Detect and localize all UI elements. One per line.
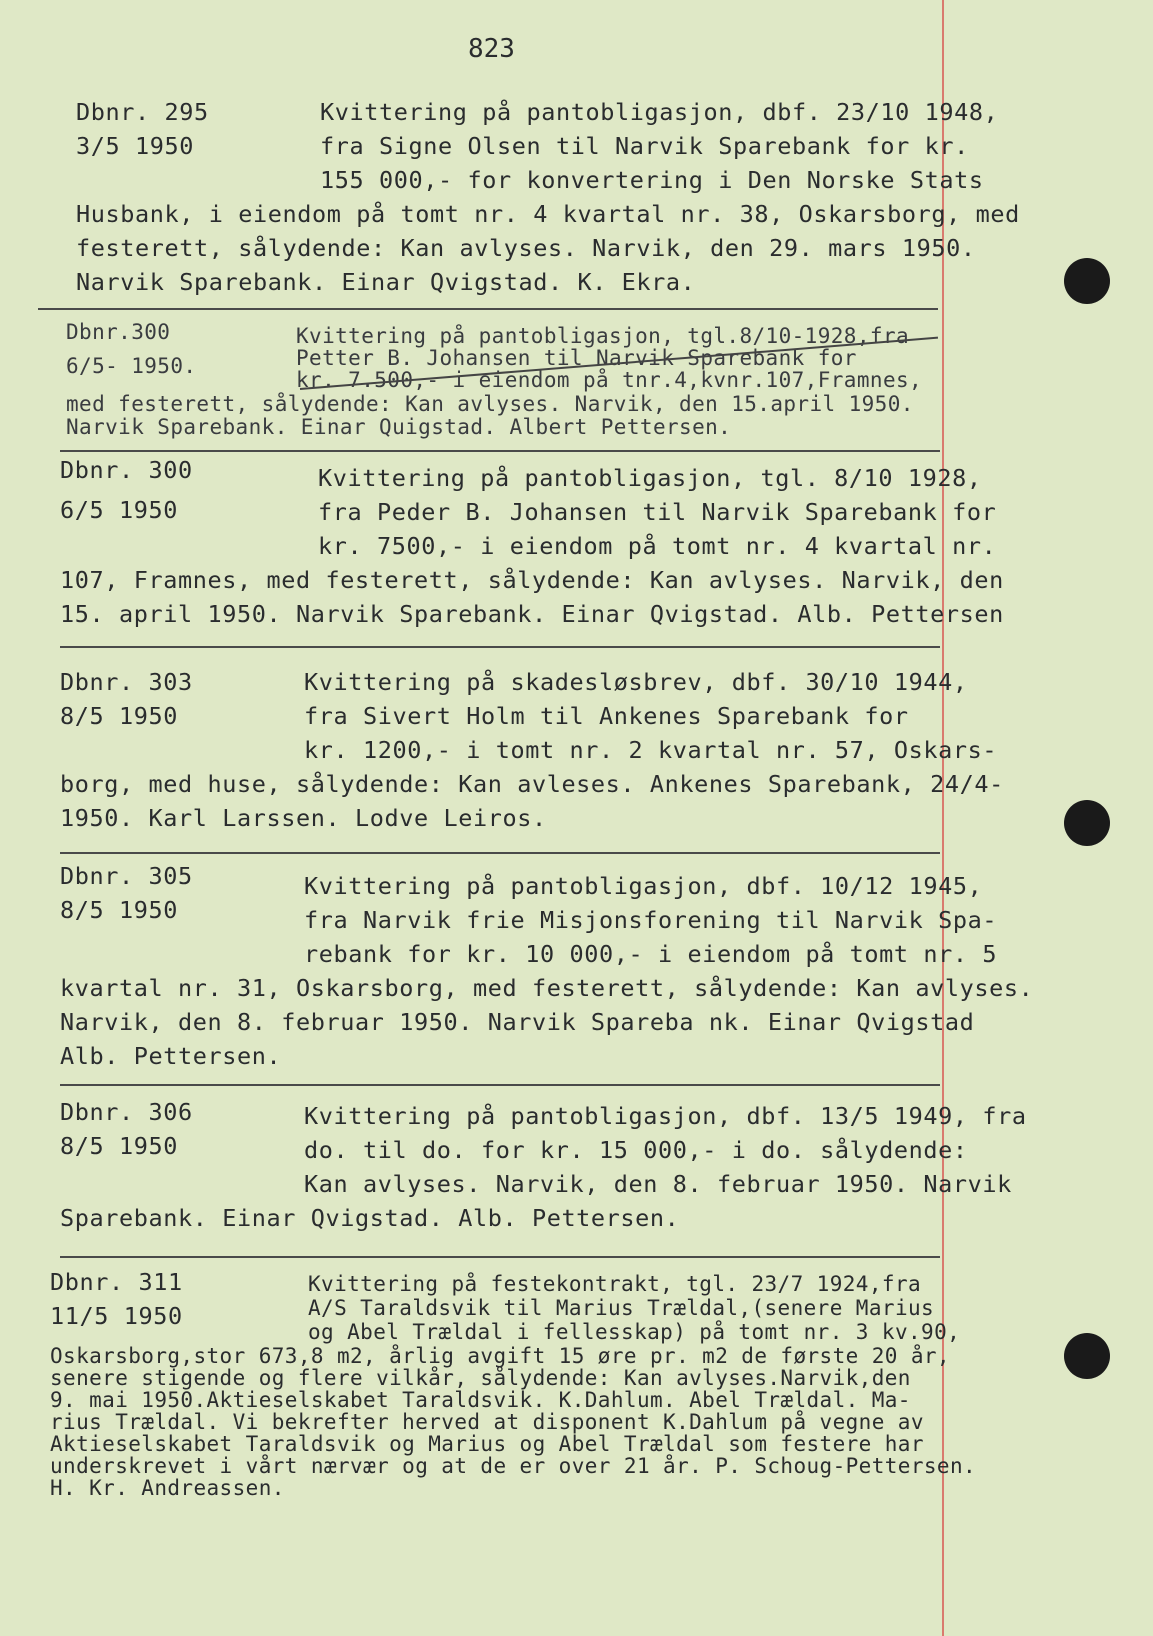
entry-date: 6/5 1950 bbox=[60, 496, 178, 524]
entry-line: fra Peder B. Johansen til Narvik Sparebank for bbox=[318, 498, 997, 526]
entry-line: borg, med huse, sålydende: Kan avleses. Ankenes Sparebank, 24/4- bbox=[60, 770, 1004, 798]
entry-line: Husbank, i eiendom på tomt nr. 4 kvartal nr. 38, Oskarsborg, med bbox=[76, 200, 1020, 228]
entry-number: Dbnr. 303 bbox=[60, 668, 193, 696]
entry-date: 8/5 1950 bbox=[60, 702, 178, 730]
entry-line: Kvittering på pantobligasjon, dbf. 13/5 1949, fra bbox=[304, 1102, 1027, 1130]
entry-line: 15. april 1950. Narvik Sparebank. Einar Qvigstad. Alb. Pettersen bbox=[60, 600, 1004, 628]
entry-line: underskrevet i vårt nærvær og at de er over 21 år. P. Schoug-Pettersen. bbox=[50, 1454, 977, 1478]
entry-line: Kvittering på skadesløsbrev, dbf. 30/10 1944, bbox=[304, 668, 968, 696]
entry-line: A/S Taraldsvik til Marius Trældal,(senere Marius bbox=[308, 1296, 935, 1320]
entry-line: Kvittering på pantobligasjon, tgl. 8/10 1928, bbox=[318, 464, 982, 492]
entry-date: 8/5 1950 bbox=[60, 1132, 178, 1160]
entry-divider bbox=[38, 308, 938, 310]
entry-line: Aktieselskabet Taraldsvik og Marius og Abel Trældal som festere har bbox=[50, 1432, 924, 1456]
entry-line: Kvittering på pantobligasjon, dbf. 10/12 1945, bbox=[304, 872, 983, 900]
entry-date: 6/5- 1950. bbox=[66, 354, 197, 378]
entry-line: Narvik Sparebank. Einar Qvigstad. K. Ekra. bbox=[76, 268, 696, 296]
entry-line: Petter B. Johansen til Narvik Sparebank for bbox=[296, 346, 857, 370]
entry-number: Dbnr. 311 bbox=[50, 1268, 183, 1296]
entry-line: 1950. Karl Larssen. Lodve Leiros. bbox=[60, 804, 547, 832]
entry-line: festerett, sålydende: Kan avlyses. Narvik, den 29. mars 1950. bbox=[76, 234, 976, 262]
entry-number: Dbnr. 300 bbox=[60, 456, 193, 484]
entry-line: fra Sivert Holm til Ankenes Sparebank for bbox=[304, 702, 909, 730]
entry-line: 9. mai 1950.Aktieselskabet Taraldsvik. K.Dahlum. Abel Trældal. Ma- bbox=[50, 1388, 911, 1412]
entry-divider bbox=[60, 646, 940, 648]
entry-line: Sparebank. Einar Qvigstad. Alb. Pettersen. bbox=[60, 1204, 680, 1232]
entry-line: fra Narvik frie Misjonsforening til Narvik Spa- bbox=[304, 906, 998, 934]
entry-line: rebank for kr. 10 000,- i eiendom på tomt nr. 5 bbox=[304, 940, 998, 968]
entry-line: senere stigende og flere vilkår, sålydende: Kan avlyses.Narvik,den bbox=[50, 1366, 911, 1390]
entry-line: Kvittering på festekontrakt, tgl. 23/7 1924,fra bbox=[308, 1272, 922, 1296]
entry-date: 3/5 1950 bbox=[76, 132, 194, 160]
entry-line: med festerett, sålydende: Kan avlyses. Narvik, den 15.april 1950. bbox=[66, 392, 914, 416]
entry-line: Kvittering på pantobligasjon, dbf. 23/10 1948, bbox=[320, 98, 999, 126]
entry-date: 11/5 1950 bbox=[50, 1302, 183, 1330]
entry-divider bbox=[60, 852, 940, 854]
punch-hole-top bbox=[1064, 258, 1110, 304]
entry-line: Alb. Pettersen. bbox=[60, 1042, 282, 1070]
entry-line: kr. 7500,- i eiendom på tomt nr. 4 kvartal nr. bbox=[318, 532, 997, 560]
entry-divider bbox=[60, 1256, 940, 1258]
entry-line: Narvik Sparebank. Einar Quigstad. Albert Pettersen. bbox=[66, 415, 732, 439]
entry-number: Dbnr. 306 bbox=[60, 1098, 193, 1126]
entry-line: Oskarsborg,stor 673,8 m2, årlig avgift 15 øre pr. m2 de første 20 år, bbox=[50, 1344, 950, 1368]
page-number: 823 bbox=[468, 34, 515, 64]
entry-line: H. Kr. Andreassen. bbox=[50, 1476, 285, 1500]
entry-line: 107, Framnes, med festerett, sålydende: Kan avlyses. Narvik, den bbox=[60, 566, 1004, 594]
entry-number: Dbnr. 295 bbox=[76, 98, 209, 126]
entry-divider bbox=[60, 450, 940, 452]
entry-line: kvartal nr. 31, Oskarsborg, med festerett, sålydende: Kan avlyses. bbox=[60, 974, 1034, 1002]
entry-line: Kvittering på pantobligasjon, tgl.8/10-1928,fra bbox=[296, 324, 910, 348]
entry-date: 8/5 1950 bbox=[60, 896, 178, 924]
entry-number: Dbnr. 305 bbox=[60, 862, 193, 890]
entry-number: Dbnr.300 bbox=[66, 320, 171, 344]
entry-line: rius Trældal. Vi bekrefter herved at disponent K.Dahlum på vegne av bbox=[50, 1410, 924, 1434]
entry-divider bbox=[60, 1084, 940, 1086]
entry-line: Narvik, den 8. februar 1950. Narvik Spareba nk. Einar Qvigstad bbox=[60, 1008, 975, 1036]
entry-line: kr. 1200,- i tomt nr. 2 kvartal nr. 57, Oskars- bbox=[304, 736, 998, 764]
punch-hole-bottom bbox=[1064, 1333, 1110, 1379]
punch-hole-middle bbox=[1064, 800, 1110, 846]
entry-line: og Abel Trældal i fellesskap) på tomt nr. 3 kv.90, bbox=[308, 1320, 961, 1344]
entry-line: do. til do. for kr. 15 000,- i do. sålydende: bbox=[304, 1136, 968, 1164]
entry-line: Kan avlyses. Narvik, den 8. februar 1950. Narvik bbox=[304, 1170, 1012, 1198]
entry-line: kr. 7.500,- i eiendom på tnr.4,kvnr.107,Framnes, bbox=[296, 368, 923, 392]
entry-line: 155 000,- for konvertering i Den Norske Stats bbox=[320, 166, 984, 194]
entry-line: fra Signe Olsen til Narvik Sparebank for kr. bbox=[320, 132, 969, 160]
